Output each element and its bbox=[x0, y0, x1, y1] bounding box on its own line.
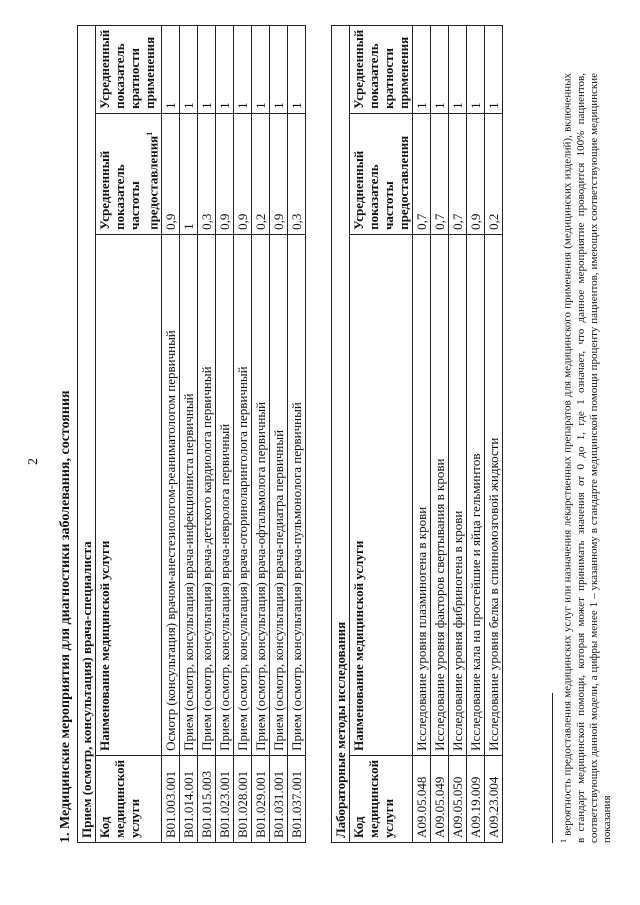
table-row bbox=[216, 25, 234, 842]
cell-frequency: 0,9 bbox=[467, 113, 485, 234]
header-frequency-text: Усредненный показатель частоты предоставления bbox=[97, 135, 161, 230]
cell-code: A09.05.050 bbox=[449, 755, 467, 842]
table-row bbox=[252, 25, 270, 842]
table-row bbox=[467, 25, 485, 842]
table-row bbox=[234, 25, 252, 842]
laboratory-subheading: Лабораторные методы исследования bbox=[332, 25, 350, 842]
cell-multiplicity: 1 bbox=[413, 25, 431, 113]
table-row bbox=[449, 25, 467, 842]
cell-frequency: 1 bbox=[180, 113, 198, 234]
cell-code: B01.029.001 bbox=[252, 755, 270, 842]
cell-code: B01.003.001 bbox=[162, 755, 180, 842]
footnote-mark: 1 bbox=[559, 839, 568, 843]
cell-frequency: 0,7 bbox=[431, 113, 449, 234]
table-subheading-row bbox=[78, 25, 96, 842]
header-multiplicity: Усредненный показатель кратности применения bbox=[96, 25, 162, 113]
table-subheading-row bbox=[332, 25, 350, 842]
footnote-text: вероятность предоставления медицинских услуг или назначения лекарственных препаратов для медицинского применения (медицинских изделий), включенных в стандарт медицинской помощи, которая может принимать значения от 0 до 1, где 1 означает, что данное мероприятие проводится 100% пациентов, соответствующих данной модели, а цифры менее 1 – указанному в стандарте медицинской помощи проценту пациентов, имеющих соответствующие медицинские показания bbox=[561, 73, 613, 843]
consultations-table bbox=[77, 25, 306, 843]
cell-name: Прием (осмотр, консультация) врача-невролога первичный bbox=[216, 234, 234, 755]
header-frequency bbox=[96, 113, 162, 234]
cell-multiplicity: 1 bbox=[288, 25, 306, 113]
cell-name: Исследование уровня факторов свертывания в крови bbox=[431, 234, 449, 755]
cell-name: Исследование уровня фибриногена в крови bbox=[449, 234, 467, 755]
header-code: Код медицинской услуги bbox=[350, 755, 413, 842]
cell-frequency: 0,3 bbox=[288, 113, 306, 234]
cell-name: Прием (осмотр, консультация) врача-инфекциониста первичный bbox=[180, 234, 198, 755]
cell-name: Исследование уровня белка в спинномозговой жидкости bbox=[485, 234, 503, 755]
cell-code: B01.028.001 bbox=[234, 755, 252, 842]
cell-name: Прием (осмотр, консультация) врача-детского кардиолога первичный bbox=[198, 234, 216, 755]
cell-multiplicity: 1 bbox=[180, 25, 198, 113]
cell-frequency: 0,9 bbox=[234, 113, 252, 234]
header-multiplicity: Усредненный показатель кратности применения bbox=[350, 25, 413, 113]
table-row bbox=[288, 25, 306, 842]
footnote-divider bbox=[552, 693, 553, 843]
table-row bbox=[162, 25, 180, 842]
cell-frequency: 0,2 bbox=[252, 113, 270, 234]
cell-code: A09.05.048 bbox=[413, 755, 431, 842]
cell-name: Прием (осмотр, консультация) врача-педиатра первичный bbox=[270, 234, 288, 755]
cell-multiplicity: 1 bbox=[162, 25, 180, 113]
cell-multiplicity: 1 bbox=[270, 25, 288, 113]
table-row bbox=[413, 25, 431, 842]
section-title: 1. Медицинские мероприятия для диагностики заболевания, состояния bbox=[58, 390, 73, 843]
cell-frequency: 0,9 bbox=[216, 113, 234, 234]
cell-multiplicity: 1 bbox=[467, 25, 485, 113]
cell-code: A09.23.004 bbox=[485, 755, 503, 842]
table-row bbox=[431, 25, 449, 842]
cell-code: B01.023.001 bbox=[216, 755, 234, 842]
footnote bbox=[557, 73, 614, 843]
cell-multiplicity: 1 bbox=[198, 25, 216, 113]
cell-code: A09.19.009 bbox=[467, 755, 485, 842]
header-name: Наименование медицинской услуги bbox=[96, 234, 162, 755]
header-code: Код медицинской услуги bbox=[96, 755, 162, 842]
table-row bbox=[198, 25, 216, 842]
table-row bbox=[485, 25, 503, 842]
cell-frequency: 0,9 bbox=[162, 113, 180, 234]
header-frequency: Усредненный показатель частоты предоставления bbox=[350, 113, 413, 234]
cell-code: B01.015.003 bbox=[198, 755, 216, 842]
cell-frequency: 0,9 bbox=[270, 113, 288, 234]
cell-multiplicity: 1 bbox=[485, 25, 503, 113]
cell-name: Прием (осмотр, консультация) врача-оториноларинголога первичный bbox=[234, 234, 252, 755]
cell-name: Исследование уровня плазминогена в крови bbox=[413, 234, 431, 755]
cell-frequency: 0,7 bbox=[413, 113, 431, 234]
cell-multiplicity: 1 bbox=[216, 25, 234, 113]
cell-frequency: 0,3 bbox=[198, 113, 216, 234]
cell-code: B01.037.001 bbox=[288, 755, 306, 842]
table-header-row bbox=[96, 25, 162, 842]
cell-frequency: 0,2 bbox=[485, 113, 503, 234]
cell-code: B01.031.001 bbox=[270, 755, 288, 842]
cell-name: Прием (осмотр, консультация) врача-пульмонолога первичный bbox=[288, 234, 306, 755]
cell-multiplicity: 1 bbox=[431, 25, 449, 113]
laboratory-table bbox=[331, 25, 503, 843]
table-row bbox=[270, 25, 288, 842]
header-name: Наименование медицинской услуги bbox=[350, 234, 413, 755]
cell-name: Прием (осмотр, консультация) врача-офтальмолога первичный bbox=[252, 234, 270, 755]
cell-multiplicity: 1 bbox=[252, 25, 270, 113]
cell-code: B01.014.001 bbox=[180, 755, 198, 842]
cell-code: A09.05.049 bbox=[431, 755, 449, 842]
cell-name: Осмотр (консультация) врачом-анестезиологом-реаниматологом первичный bbox=[162, 234, 180, 755]
cell-name: Исследование кала на простейшие и яйца гельминтов bbox=[467, 234, 485, 755]
cell-frequency: 0,7 bbox=[449, 113, 467, 234]
footnote-mark: 1 bbox=[145, 131, 154, 136]
cell-multiplicity: 1 bbox=[234, 25, 252, 113]
cell-multiplicity: 1 bbox=[449, 25, 467, 113]
page-number: 2 bbox=[26, 458, 41, 465]
table-header-row bbox=[350, 25, 413, 842]
consultations-subheading: Прием (осмотр, консультация) врача-специалиста bbox=[78, 25, 96, 842]
table-row bbox=[180, 25, 198, 842]
